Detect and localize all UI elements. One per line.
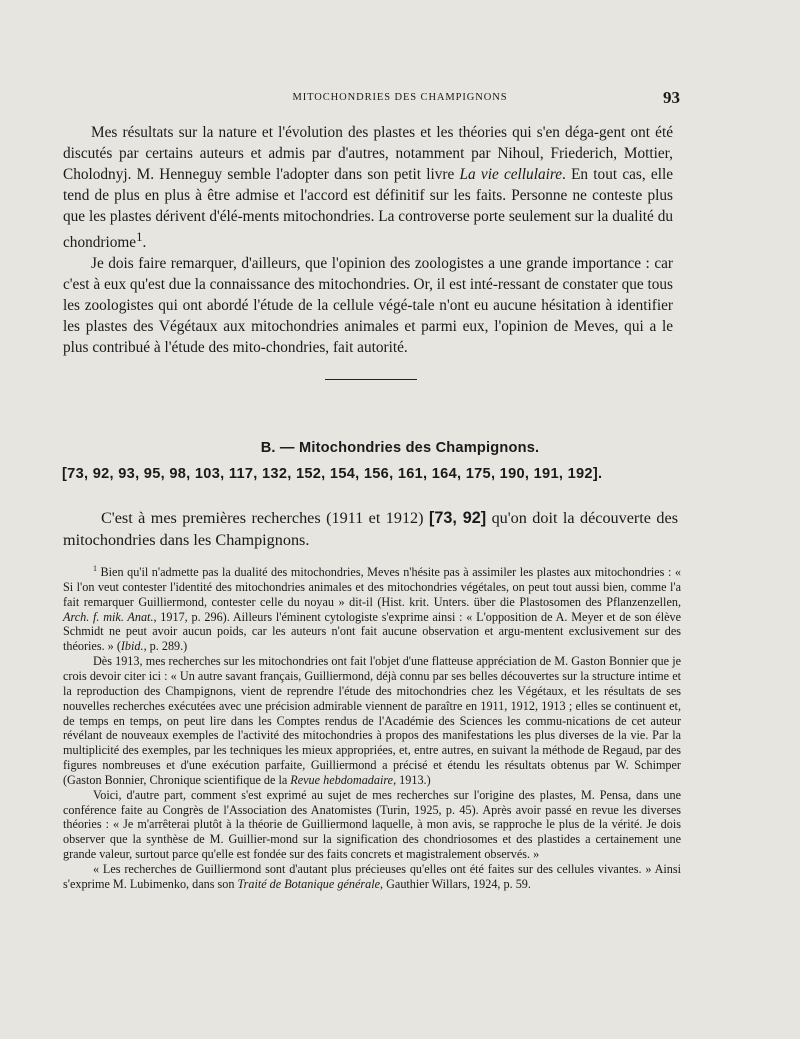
paragraph-1 bbox=[63, 122, 673, 253]
fn1-journal-italic: Arch. f. mik. Anat. bbox=[63, 609, 154, 624]
footnote-1 bbox=[63, 562, 681, 654]
separator-rule bbox=[325, 379, 417, 380]
fn2-review-italic: Revue hebdomadaire bbox=[290, 772, 394, 787]
intro-ref: [73, 92] bbox=[428, 509, 487, 527]
fn4-text-b: , Gauthier Willars, 1924, p. 59. bbox=[380, 876, 531, 891]
fn1-text-c: , p. 289.) bbox=[143, 639, 188, 654]
footnote-marker: 1 bbox=[136, 230, 143, 244]
intro-paragraph bbox=[63, 507, 678, 551]
p1-text-b: gent ont été discutés par certains auteurs et admis par d'autres, notamment par Nihoul, Friederich, Mottier, Cholodnyj. M. Henneguy semble l'adopter dans son petit livre bbox=[63, 124, 673, 183]
fn2-text-b: , 1913.) bbox=[393, 772, 431, 787]
running-head bbox=[0, 88, 800, 108]
footnote-number: 1 bbox=[93, 564, 97, 573]
footnotes bbox=[63, 562, 681, 892]
footnote-4 bbox=[63, 862, 681, 892]
paragraph-2: Je dois faire remarquer, d'ailleurs, que l'opinion des zoologistes a une grande importance : car c'est à eux qu'est due la connaissance des mitochondries. Or, il est inté-ressant de constater que tous les zoologistes qui ont abordé l'étude de la cellule végé-tale n'ont eu aucune hésitation à identifier les plastes des Végétaux aux mitochondries animales et parmi eux, l'opinion de Meves, qui a le plus contribué à l'étude des mito-chondries, fait autorité. bbox=[63, 255, 673, 357]
page-number: 93 bbox=[663, 88, 680, 107]
intro-text-a: C'est à mes premières recherches (1911 et 1912) bbox=[101, 509, 429, 527]
intro-paragraph-block bbox=[63, 507, 678, 551]
fn4-text-a: « Les recherches de Guilliermond sont d'autant plus précieuses qu'elles ont été faites sur des cellules vivantes. » Ainsi s'exprime M. Lubimenko, dans son bbox=[63, 861, 681, 891]
reference-list: [73, 92, 93, 95, 98, 103, 117, 132, 152, 154, 156, 161, 164, 175, 190, 191, 192]. bbox=[62, 466, 603, 482]
fn1-ibid-italic: Ibid. bbox=[120, 639, 144, 654]
section-title: B. — Mitochondries des Champignons. bbox=[260, 440, 540, 456]
body-text bbox=[63, 122, 673, 358]
intro-text-b: qu'on doit la découverte des mitochondries dans les Champignons. bbox=[63, 509, 678, 549]
footnote-2 bbox=[63, 654, 681, 788]
p1-text-a: Mes résultats sur la nature et l'évolution des plastes et les théories qui s'en déga- bbox=[91, 124, 600, 141]
fn2-text-a: Dès 1913, mes recherches sur les mitochondries ont fait l'objet d'une flatteuse appréciation de M. Gaston Bonnier que je crois devoir citer ici : « Un autre savant français, Guilliermond, déjà connu par ses belles découvertes sur la structure intime et la reproduction des Champignons, vient de reprendre l'étude des mitochondries chez les Végétaux, et les résultats de ses nouvelles recherches exécutées avec une précision admirable viennent de paraître en 1911, 1912, 1913 ; elles se continuent et, de temps en temps, on peut lire dans les Comptes rendus de l'Académie des Sciences les commu-nications de cet auteur révélant de nouveaux exemples de l'activité des mitochondries à propos des manifestations les plus diverses de la vie. Par la multiplicité des exemples, par les techniques les mieux appropriées, et, entre autres, en suivant la méthode de Regaud, par des figures nombreuses et d'une exécution parfaite, Guilliermond a précisé et étendu les résultats obtenus par W. Schimper (Gaston Bonnier, Chronique scientifique de la bbox=[63, 654, 681, 787]
book-title-italic: La vie cellulaire bbox=[459, 166, 563, 183]
fn1-text-a: Bien qu'il n'admette pas la dualité des mitochondries, Meves n'hésite pas à assimiler les plastes aux mitochondries : « Si l'on veut contester l'identité des mitochondries animales et des mitochondries végétales, on peut tout aussi bien, comme l'a fait remarquer Guilliermond, contester celle du noyau » dit-il (Hist. krit. Unters. über die Plastosomen des Pflanzenzellen, bbox=[63, 565, 681, 609]
p1-text-d: . bbox=[142, 234, 147, 252]
footnote-3: Voici, d'autre part, comment s'est exprimé au sujet de mes recherches sur l'origine des plastes, M. Pensa, dans une conférence faite au Congrès de l'Association des Anatomistes (Turin, 1925, p. 45). Après avoir passé en revue les diverses théories : « Je m'arrêterai plutôt à la théorie de Guilliermond laquelle, à mon avis, se rapproche le plus de la vérité. Je dois observer que la synthèse de M. Guillier-mond sur la signification des chondriosomes et des plastides a certainement une grande valeur, surtout parce qu'elle est fondée sur des faits concrets et magistralement observés. » bbox=[63, 787, 681, 862]
fn4-book-italic: Traité de Botanique générale bbox=[237, 876, 381, 891]
running-title: MITOCHONDRIES DES CHAMPIGNONS bbox=[292, 92, 508, 103]
fn1-text-b: , 1917, p. 296). Ailleurs l'éminent cytologiste s'exprime ainsi : « L'opposition de A. Meyer et de son élève Schmidt ne peut avoir aucun poids, car les auteurs n'ont fait aucune observation et argu-mentent exclusivement sur des théories. » ( bbox=[63, 609, 681, 654]
p1-text-c: . En tout cas, elle tend de plus en plus à être admise et l'accord est définitif sur les faits. Personne ne conteste plus que les plastes dérivent d'élé-ments mitochondries. La controverse porte seulement sur la dualité du chondriome bbox=[63, 166, 673, 252]
